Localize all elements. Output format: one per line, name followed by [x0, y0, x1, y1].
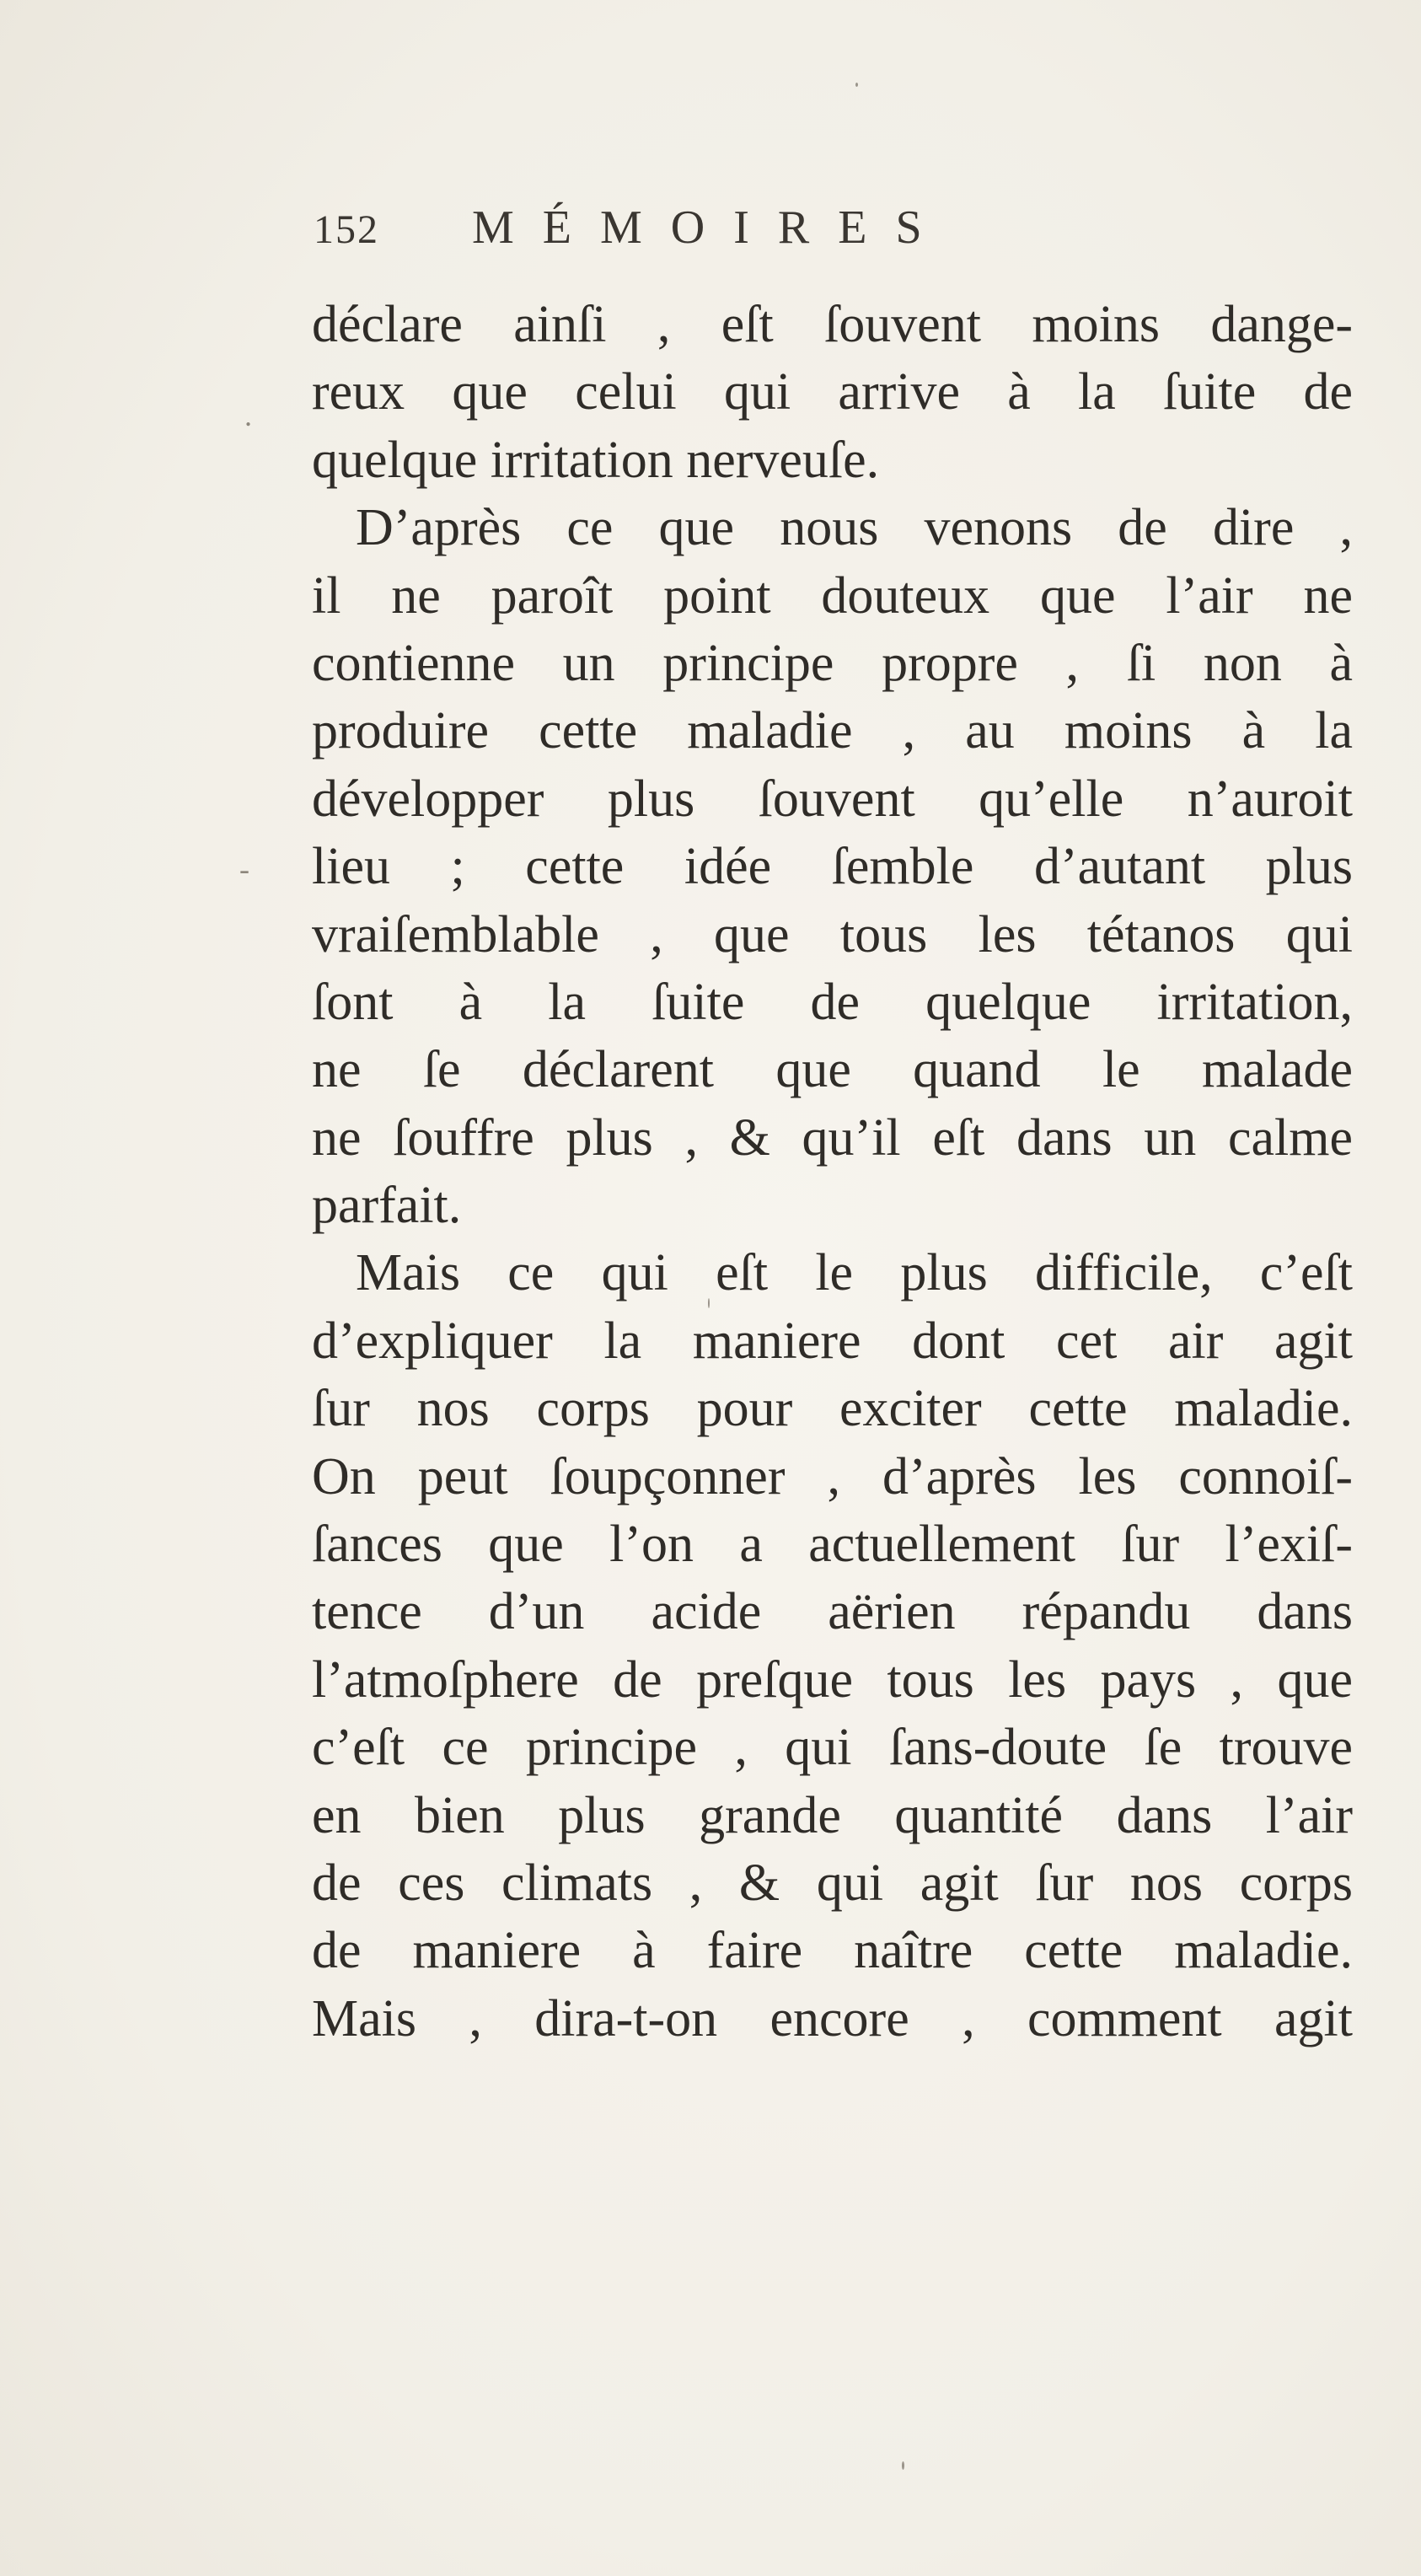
text-line: ne ſouffre plus , & qu’il eſt dans un calme [312, 1108, 1353, 1167]
text-line: ſont à la ſuite de quelque irritation, [312, 973, 1353, 1031]
text-line: déclare ainſi , eſt ſouvent moins dange- [312, 296, 1353, 353]
text-line: Mais ce qui eſt le plus difficile, c’eſt [356, 1244, 1353, 1302]
running-head: MÉMOIRES [472, 201, 951, 254]
margin-mark-dash: - [239, 852, 249, 886]
text-line: développer plus ſouvent qu’elle n’auroit [312, 770, 1353, 828]
text-line: ſances que l’on a actuellement ſur l’exiſ- [312, 1516, 1353, 1574]
text-line: D’après ce que nous venons de dire , [356, 499, 1353, 557]
text-line: reux que celui qui arrive à la ſuite de [312, 363, 1353, 421]
page-header [314, 201, 1156, 268]
body-text [312, 291, 1353, 2053]
text-line: d’expliquer la maniere dont cet air agit [312, 1312, 1353, 1370]
text-line: ſur nos corps pour exciter cette maladie. [312, 1380, 1353, 1438]
text-line: produire cette maladie , au moins à la [312, 702, 1353, 760]
page-number: 152 [314, 207, 379, 252]
text-line: quelque irritation nerveuſe. [312, 431, 880, 489]
text-line: c’eſt ce principe , qui ſans-doute ſe trouve [312, 1719, 1353, 1777]
text-line: vraiſemblable , que tous les tétanos qui [312, 905, 1353, 963]
text-line: de maniere à faire naître cette maladie. [312, 1922, 1353, 1980]
text-line: Mais , dira-t-on encore , comment agit [312, 1989, 1353, 2047]
text-line: parfait. [312, 1177, 462, 1235]
text-line: lieu ; cette idée ſemble d’autant plus [312, 838, 1353, 896]
text-line: de ces climats , & qui agit ſur nos corps [312, 1854, 1353, 1912]
margin-mark-dot: . [244, 399, 252, 432]
text-line: en bien plus grande quantité dans l’air [312, 1786, 1353, 1844]
text-line: il ne paroît point douteux que l’air ne [312, 566, 1353, 625]
paper-speck [902, 2461, 904, 2470]
text-line: ne ſe déclarent que quand le malade [312, 1041, 1353, 1099]
text-line: contienne un principe propre , ſi non à [312, 634, 1353, 692]
paper-speck [855, 83, 858, 87]
text-line: On peut ſoupçonner , d’après les connoiſ- [312, 1447, 1353, 1505]
text-line: tence d’un acide aërien répandu dans [312, 1583, 1353, 1641]
text-line: l’atmoſphere de preſque tous les pays , que [312, 1650, 1353, 1709]
